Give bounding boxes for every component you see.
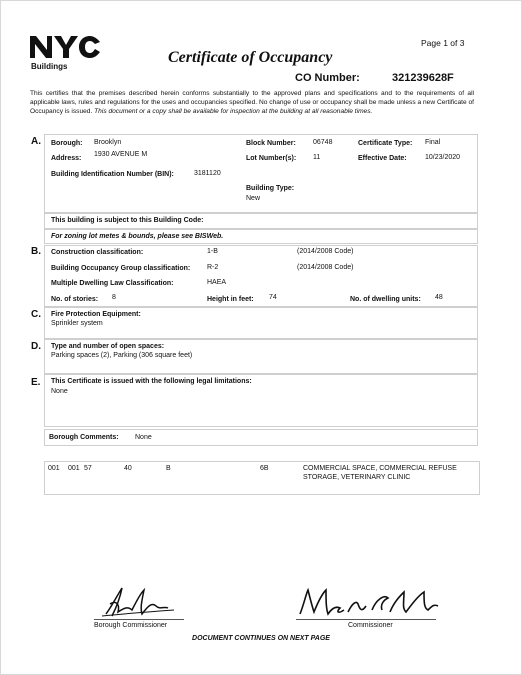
height-value: 74 bbox=[269, 294, 277, 301]
commissioner-label: Commissioner bbox=[348, 622, 393, 629]
bin-label: Building Identification Number (BIN): bbox=[51, 171, 174, 178]
lot-value: 11 bbox=[313, 154, 321, 161]
construction-code: (2014/2008 Code) bbox=[297, 248, 354, 255]
continuation-note: DOCUMENT CONTINUES ON NEXT PAGE bbox=[192, 635, 330, 642]
building-type-label: Building Type: bbox=[246, 185, 295, 192]
mdl-value: HAEA bbox=[207, 279, 227, 286]
intro-paragraph bbox=[30, 90, 474, 116]
document-title: Certificate of Occupancy bbox=[168, 49, 333, 66]
building-type-value: New bbox=[246, 195, 261, 202]
co-number: 321239628F bbox=[392, 72, 454, 84]
table-cell-5: B bbox=[166, 465, 171, 472]
construction-label: Construction classification: bbox=[51, 249, 144, 256]
intro-text: This certifies that the premises described herein conforms substantially to the approved plans and specifications and to the requirements of all applicable laws, rules and regulations for the uses and occupancies specified. No change of use or occupancy shall be made unless a new Certificate of Occupancy is issued. bbox=[30, 90, 474, 115]
block-value: 06748 bbox=[313, 139, 333, 146]
occupancy-value: R-2 bbox=[207, 264, 219, 271]
section-b-letter: B. bbox=[31, 246, 41, 257]
nyc-logo-mark bbox=[30, 34, 110, 62]
legal-limitations-value: None bbox=[51, 388, 68, 395]
nyc-buildings-logo bbox=[30, 34, 110, 71]
intro-italic: This document or a copy shall be available for inspection at the building at all reasonable times. bbox=[94, 107, 373, 115]
commissioner-signature-line bbox=[296, 619, 436, 620]
address-label: Address: bbox=[51, 155, 82, 162]
open-spaces-value: Parking spaces (2), Parking (306 square feet) bbox=[51, 352, 193, 359]
section-d-letter: D. bbox=[31, 341, 41, 352]
effective-date-value: 10/23/2020 bbox=[425, 154, 461, 161]
occupancy-code: (2014/2008 Code) bbox=[297, 264, 354, 271]
certificate-type-value: Final bbox=[425, 139, 441, 146]
bin-value: 3181120 bbox=[194, 170, 221, 177]
section-e-letter: E. bbox=[31, 377, 41, 388]
lot-label: Lot Number(s): bbox=[246, 155, 297, 162]
section-a-letter: A. bbox=[31, 136, 41, 147]
borough-comments-value: None bbox=[135, 434, 152, 441]
units-label: No. of dwelling units: bbox=[350, 296, 421, 303]
units-value: 48 bbox=[435, 294, 443, 301]
certificate-type-label: Certificate Type: bbox=[358, 140, 413, 147]
table-cell-3: 57 bbox=[84, 465, 92, 472]
borough-commissioner-label: Borough Commissioner bbox=[94, 622, 168, 629]
borough-label: Borough: bbox=[51, 140, 83, 147]
occupancy-label: Building Occupancy Group classification: bbox=[51, 265, 191, 272]
table-cell-use-line1: COMMERCIAL SPACE, COMMERCIAL REFUSE bbox=[303, 465, 457, 472]
borough-commissioner-signature bbox=[98, 584, 178, 620]
table-cell-floor-to: 001 bbox=[68, 465, 80, 472]
building-code-label: This building is subject to this Building Code: bbox=[51, 217, 204, 224]
page-number: Page 1 of 3 bbox=[421, 38, 465, 48]
borough-signature-line bbox=[94, 619, 184, 620]
mdl-label: Multiple Dwelling Law Classification: bbox=[51, 280, 174, 287]
height-label: Height in feet: bbox=[207, 296, 254, 303]
fire-protection-label: Fire Protection Equipment: bbox=[51, 311, 141, 318]
borough-value: Brooklyn bbox=[94, 139, 122, 146]
block-label: Block Number: bbox=[246, 140, 296, 147]
open-spaces-label: Type and number of open spaces: bbox=[51, 343, 165, 350]
borough-comments-label: Borough Comments: bbox=[49, 434, 119, 441]
commissioner-signature bbox=[296, 584, 440, 620]
construction-value: 1-B bbox=[207, 248, 218, 255]
table-cell-6: 6B bbox=[260, 465, 269, 472]
zoning-note: For zoning lot metes & bounds, please see BISWeb. bbox=[51, 233, 224, 240]
co-number-label: CO Number: bbox=[295, 72, 360, 84]
logo-subtitle: Buildings bbox=[31, 62, 68, 71]
table-cell-4: 40 bbox=[124, 465, 132, 472]
address-value: 1930 AVENUE M bbox=[94, 151, 148, 158]
table-cell-floor-from: 001 bbox=[48, 465, 60, 472]
stories-label: No. of stories: bbox=[51, 296, 99, 303]
stories-value: 8 bbox=[112, 294, 116, 301]
section-c-letter: C. bbox=[31, 309, 41, 320]
legal-limitations-label: This Certificate is issued with the following legal limitations: bbox=[51, 378, 252, 385]
table-cell-use-line2: STORAGE, VETERINARY CLINIC bbox=[303, 474, 411, 481]
effective-date-label: Effective Date: bbox=[358, 155, 407, 162]
fire-protection-value: Sprinkler system bbox=[51, 320, 103, 327]
